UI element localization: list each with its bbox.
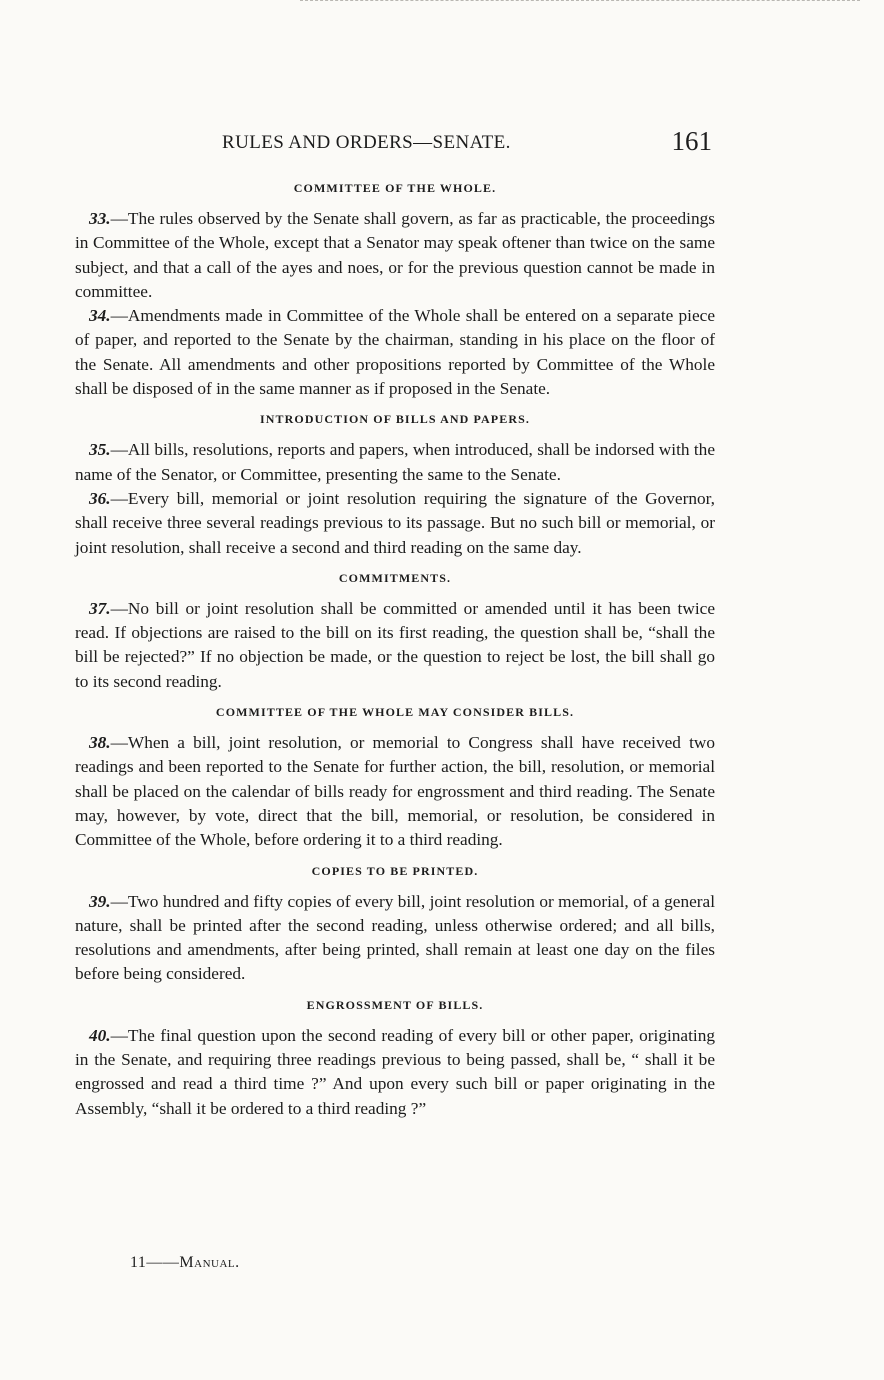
rule-text: —Every bill, memorial or joint resolution requiring the signature of the Governor, shall receive three several readings previous to its passage. But no such bill or memorial, or joint resolution, shall receive a second and third reading on the same day. [75,488,715,557]
section-heading: COMMITMENTS. [338,570,452,585]
rule-paragraph [75,304,715,401]
rule-number: 33. [89,209,111,228]
rule-number: 36. [89,488,111,508]
rule-number: 40. [89,1025,111,1045]
rule-text: —When a bill, joint resolution, or memorial to Congress shall have received two readings and been reported to the Senate for further action, the bill, resolution, or memorial shall be placed on the calendar of bills ready for engrossment and third reading. The Senate may, however, by vote, direct that the bill, memorial, or resolution, be considered in Committee of the Whole, before ordering it to a third reading. [75,733,715,850]
page-header [222,126,712,160]
section-heading: ENGROSSMENT OF BILLS. [306,997,484,1012]
section-heading: INTRODUCTION OF BILLS AND PAPERS. [259,412,530,427]
rule-paragraph [75,207,715,304]
top-edge-rule [300,0,860,2]
rule-paragraph [75,1024,715,1121]
signature-number: 11 [130,1254,147,1271]
section-heading: COMMITTEE OF THE WHOLE MAY CONSIDER BILLS. [215,705,575,720]
rule-text: —Two hundred and fifty copies of every bill, joint resolution or memorial, of a general nature, shall be printed after the second reading, unless otherwise ordered; and all bills, resolutions and amendments, after being printed, shall remain at least one day on the files before being considered. [75,891,715,984]
rule-text: —No bill or joint resolution shall be committed or amended until it has been twice read. If objections are raised to the bill on its first reading, the question shall be, “shall the bill be rejected?” If no objection be made, or the question to reject be lost, the bill shall go to its second reading. [75,598,715,691]
rule-number: 34. [89,306,111,326]
rule-paragraph [75,890,715,987]
signature-word: Manual. [179,1254,240,1271]
signature-dash: —— [146,1254,180,1271]
rule-paragraph [75,487,715,560]
printer-signature-mark [130,1254,240,1272]
running-title: RULES AND ORDERS—SENATE. [222,132,511,153]
section-engrossment-of-bills [75,993,715,1121]
body-text [75,176,715,1127]
rule-text: —Amendments made in Committee of the Whole shall be entered on a separate piece of paper, and reported to the Senate by the chairman, standing in his place on the floor of the Senate. All amendments and other propositions reported by Committee of the Whole shall be disposed of in the same manner as if proposed in the Senate. [75,306,715,399]
section-heading: COMMITTEE OF THE WHOLE. [293,181,497,195]
rule-paragraph [75,597,715,694]
rule-paragraph [75,731,715,852]
section-copies-to-be-printed [75,859,715,987]
section-committee-of-the-whole [75,176,715,401]
section-commitments [75,566,715,694]
rule-number: 38. [89,733,111,753]
rule-text: —All bills, resolutions, reports and papers, when introduced, shall be indorsed with the name of the Senator, or Committee, presenting the same to the Senate. [75,440,715,484]
rule-paragraph [75,438,715,487]
section-committee-may-consider-bills [75,700,715,852]
section-heading: COPIES TO BE PRINTED. [311,863,479,878]
section-introduction-of-bills [75,407,715,559]
rule-text: —The final question upon the second reading of every bill or other paper, originating in the Senate, and requiring three readings previous to being passed, shall be, “ shall it be engrossed and read a third time ?” And upon every such bill or paper originating in the Assembly, “shall it be ordered to a third reading ?” [75,1025,715,1118]
rule-text: —The rules observed by the Senate shall govern, as far as practicable, the proceedings in Committee of the Whole, except that a Senator may speak oftener than twice on the same subject, and that a call of the ayes and noes, or for the previous question cannot be made in committee. [75,209,715,301]
rule-number: 35. [89,440,111,460]
rule-number: 39. [89,891,111,911]
page-number: 161 [671,126,712,156]
rule-number: 37. [89,598,111,618]
